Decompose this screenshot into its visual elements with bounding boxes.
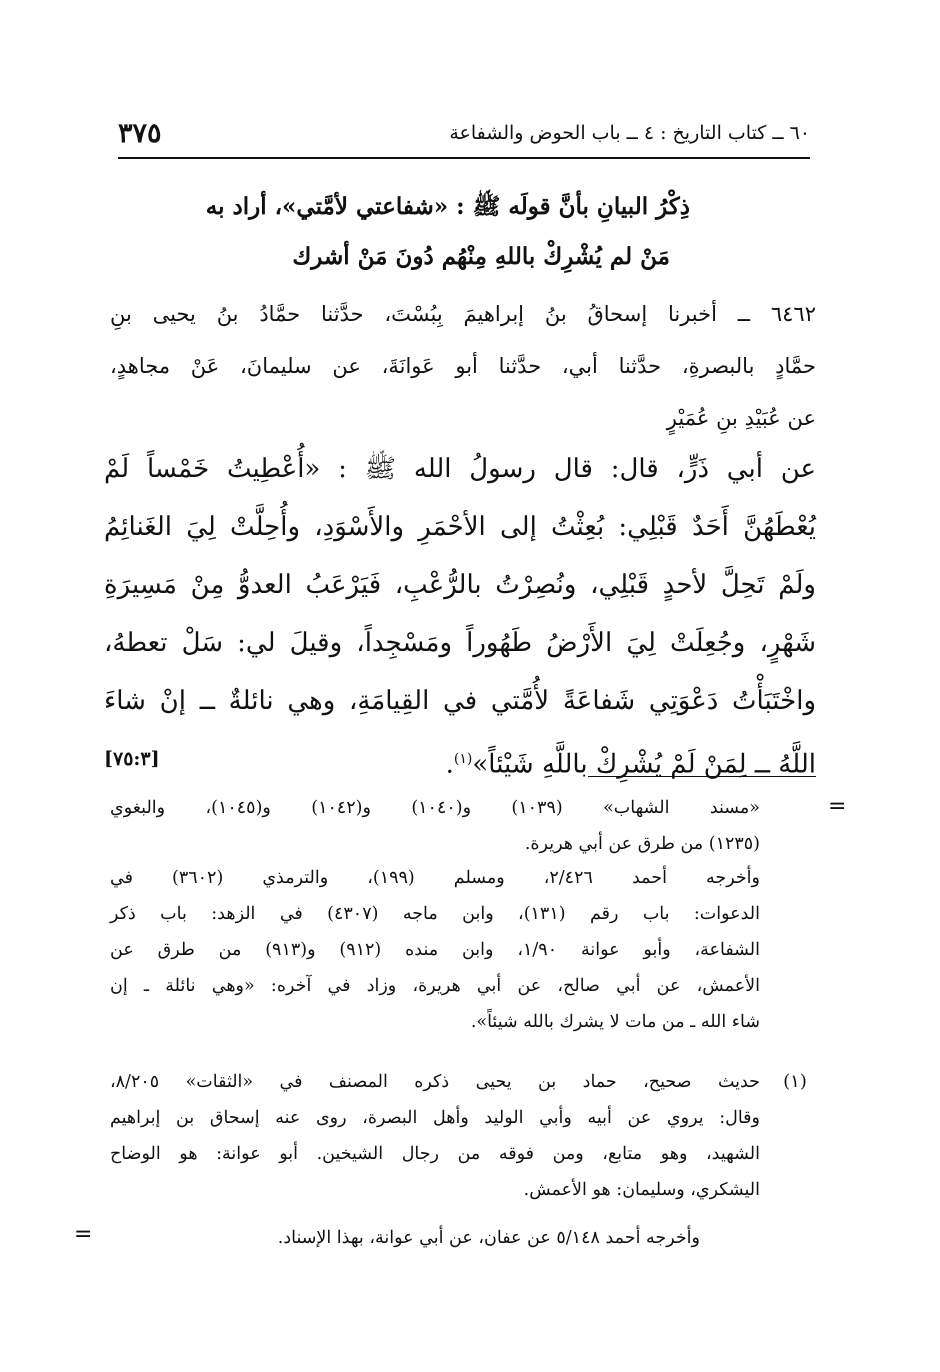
matn-line: واخْتَبَأْتُ دَعْوَتِي شَفاعَةً لأُمَّتي في القِيامَةِ، وهي نائلةٌ ــ إنْ شاءَ — [104, 686, 816, 716]
matn-last-text: اللَّهُ ــ لِمَنْ لَمْ يُشْرِكْ باللَّهِ شَيْئاً» — [472, 749, 816, 780]
matn-line — [104, 730, 816, 794]
isnad-line: ٦٤٦٢ ــ أخبرنا إسحاقُ بنُ إبراهيمَ بِبُسْتَ، حدَّثنا حمَّادُ بنُ يحيى بنِ — [110, 302, 816, 326]
running-title: ٦٠ ــ كتاب التاريخ : ٤ ــ باب الحوض والشفاعة — [449, 122, 810, 144]
footnote-separator — [588, 776, 816, 777]
footnote-line: الشفاعة، وأبو عوانة ١/٩٠، وابن منده (٩١٢) و(٩١٣) من طرق عن — [110, 940, 760, 960]
footnote-line: وقال: يروي عن أبيه وأبي الوليد وأهل البصرة، روى عنه إسحاق بن إبراهيم — [110, 1108, 760, 1128]
heading-line: ذِكْرُ البيانِ بأنَّ قولَه ﷺ : «شفاعتي لأمَّتي»، أراد به — [205, 193, 690, 220]
footnote-line: الدعوات: باب رقم (١٣١)، وابن ماجه (٤٣٠٧) في الزهد: باب ذكر — [110, 904, 760, 924]
chapter-heading — [150, 182, 690, 282]
footnote-line: «مسند الشهاب» (١٠٣٩) و(١٠٤٠) و(١٠٤٢) و(١٠٤٥)، والبغوي — [110, 798, 760, 818]
matn-line: شَهْرٍ، وجُعِلَتْ لِيَ الأَرْضُ طَهُوراً ومَسْجِداً، وقيلَ لي: سَلْ تعطهُ، — [104, 628, 816, 658]
source-reference: [٧٥:٣] — [104, 748, 160, 770]
matn-line: ولَمْ تَحِلَّ لأحدٍ قَبْلِي، ونُصِرْتُ بالرُّعْبِ، فَيَرْعَبُ العدوُّ مِنْ مَسِيرَةِ — [104, 570, 816, 600]
heading-line: مَنْ لم يُشْرِكْ باللهِ مِنْهُم دُونَ مَنْ أشرك — [292, 243, 670, 270]
hadith-matn — [104, 440, 816, 794]
footnote-line: (١٢٣٥) من طرق عن أبي هريرة. — [524, 834, 760, 854]
footnote-number: (١) — [783, 1071, 807, 1092]
footnote-continued — [110, 790, 760, 862]
isnad-line: عن عُبَيْدِ بنِ عُمَيْرٍ — [666, 406, 816, 430]
footnote-takhrij — [110, 860, 760, 1040]
footnote-line: الشهيد، وهو متابع، ومن فوقه من رجال الشيخين. أبو عوانة: هو الوضاح — [110, 1144, 760, 1164]
footnote-line: الأعمش، عن أبي صالح، عن أبي هريرة، وزاد في آخره: «وهي نائلة ـ إن — [110, 976, 760, 996]
hadith-isnad — [110, 288, 816, 444]
footnote-line: حديث صحيح، حماد بن يحيى ذكره المصنف في «الثقات» ٨/٢٠٥، — [110, 1072, 760, 1092]
matn-line: يُعْطَهُنَّ أَحَدٌ قَبْلِي: بُعِثْتُ إلى الأحْمَرِ والأَسْوَدِ، وأُحِلَّتْ لِيَ الغَنائِمُ — [104, 512, 816, 542]
page-number: ٣٧٥ — [118, 118, 162, 149]
footnote-1 — [110, 1064, 760, 1208]
header-rule — [118, 157, 810, 159]
footnote-line: اليشكري، وسليمان: هو الأعمش. — [523, 1180, 760, 1200]
matn-line: عن أبي ذَرٍّ، قال: قال رسولُ الله ﷺ : «أُعْطِيتُ خَمْساً لَمْ — [104, 454, 816, 484]
footnote-line: شاء الله ـ من مات لا يشرك بالله شيئاً». — [470, 1012, 760, 1032]
footnote-marker: (١) — [453, 751, 473, 767]
footnote-line: وأخرجه أحمد ٢/٤٢٦، ومسلم (١٩٩)، والترمذي (٣٦٠٢) في — [110, 868, 760, 888]
continuation-marker: = — [828, 794, 847, 819]
running-header — [118, 118, 810, 152]
footnote-line: وأخرجه أحمد ٥/١٤٨ عن عفان، عن أبي عوانة، بهذا الإسناد. — [277, 1228, 700, 1248]
end-punct: . — [445, 749, 454, 780]
footnote-1-continued — [110, 1220, 700, 1256]
isnad-line: حمَّادٍ بالبصرةِ، حدَّثنا أبي، حدَّثنا أبو عَوانَةَ، عن سليمانَ، عَنْ مجاهدٍ، — [110, 354, 816, 378]
continuation-marker: = — [74, 1222, 93, 1247]
